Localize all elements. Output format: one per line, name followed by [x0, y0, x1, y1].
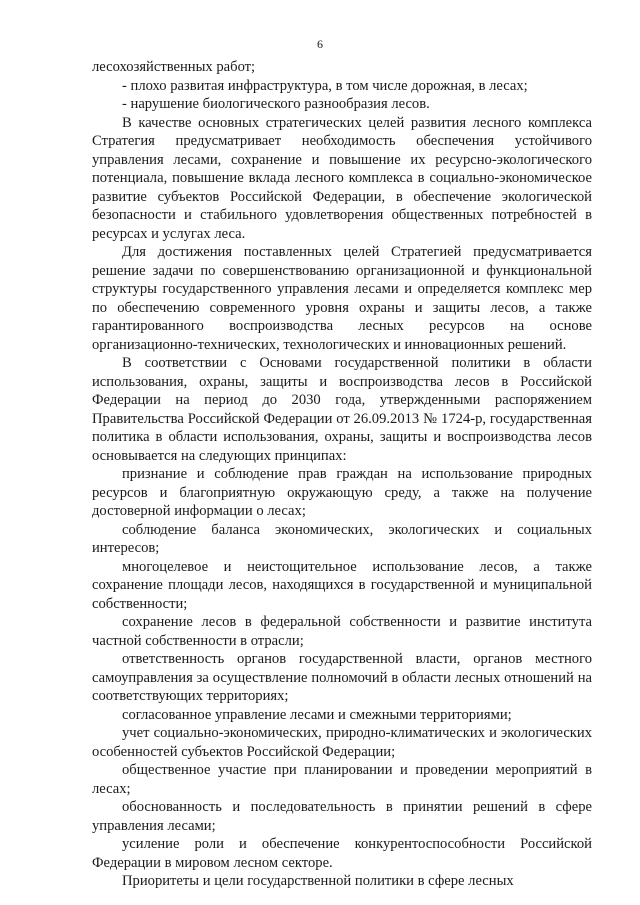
document-body [92, 58, 592, 891]
principle-item: обоснованность и последовательность в принятии решений в сфере управления лесами; [92, 799, 592, 834]
principle-item: признание и соблюдение прав граждан на использование природных ресурсов и благоприятную окружающую среду, а также на получение достоверной информации о лесах; [92, 466, 592, 519]
page-number: 6 [317, 37, 323, 51]
principle-item: общественное участие при планировании и проведении мероприятий в лесах; [92, 762, 592, 797]
list-item: - плохо развитая инфраструктура, в том числе дорожная, в лесах; [122, 77, 528, 94]
paragraph: В качестве основных стратегических целей развития лесного комплекса Стратегия предусматривает необходимость обеспечения устойчивого управления лесами, сохранение и повышение их ресурсно-экологического потенциала, повышение вклада лесного комплекса в социально-экономическое развитие субъектов Российской Федерации, в обеспечение экологической безопасности и стабильного удовлетворения общественных потребностей в ресурсах и услугах леса. [92, 114, 592, 242]
principle-item: учет социально-экономических, природно-климатических и экологических особенностей субъектов Российской Федерации; [92, 725, 592, 760]
principle-item: ответственность органов государственной власти, органов местного самоуправления за осуществление полномочий в области лесных отношений на соответствующих территориях; [92, 651, 592, 704]
principle-item: согласованное управление лесами и смежными территориями; [122, 706, 512, 723]
list-item: - нарушение биологического разнообразия лесов. [122, 96, 430, 112]
paragraph: Для достижения поставленных целей Стратегией предусматривается решение задачи по совершенствованию организационной и функциональной структуры государственного управления лесами и определяется комплекс мер по обеспечению современного уровня охраны и защиты лесов, а также гарантированного воспроизводства лесных ресурсов на основе организационно-технических, технологических и инновационных решений. [92, 244, 592, 353]
principle-item: сохранение лесов в федеральной собственности и развитие института частной собственности в отрасли; [92, 614, 592, 649]
principle-item: усиление роли и обеспечение конкурентоспособности Российской Федерации в мировом лесном секторе. [92, 836, 592, 871]
paragraph: В соответствии с Основами государственной политики в области использования, охраны, защиты и воспроизводства лесов в Российской Федерации на период до 2030 года, утвержденными распоряжением Правительства Российской Федерации от 26.09.2013 № 1724-р, государственная политика в области использования, охраны, защиты и воспроизводства лесов основывается на следующих принципах: [92, 355, 592, 464]
paragraph: лесохозяйственных работ; [92, 59, 256, 75]
principle-item: соблюдение баланса экономических, экологических и социальных интересов; [92, 521, 592, 556]
paragraph: Приоритеты и цели государственной политики в сфере лесных [122, 873, 514, 889]
principle-item: многоцелевое и неистощительное использование лесов, а также сохранение площади лесов, находящихся в государственной и муниципальной собственности; [92, 558, 592, 612]
